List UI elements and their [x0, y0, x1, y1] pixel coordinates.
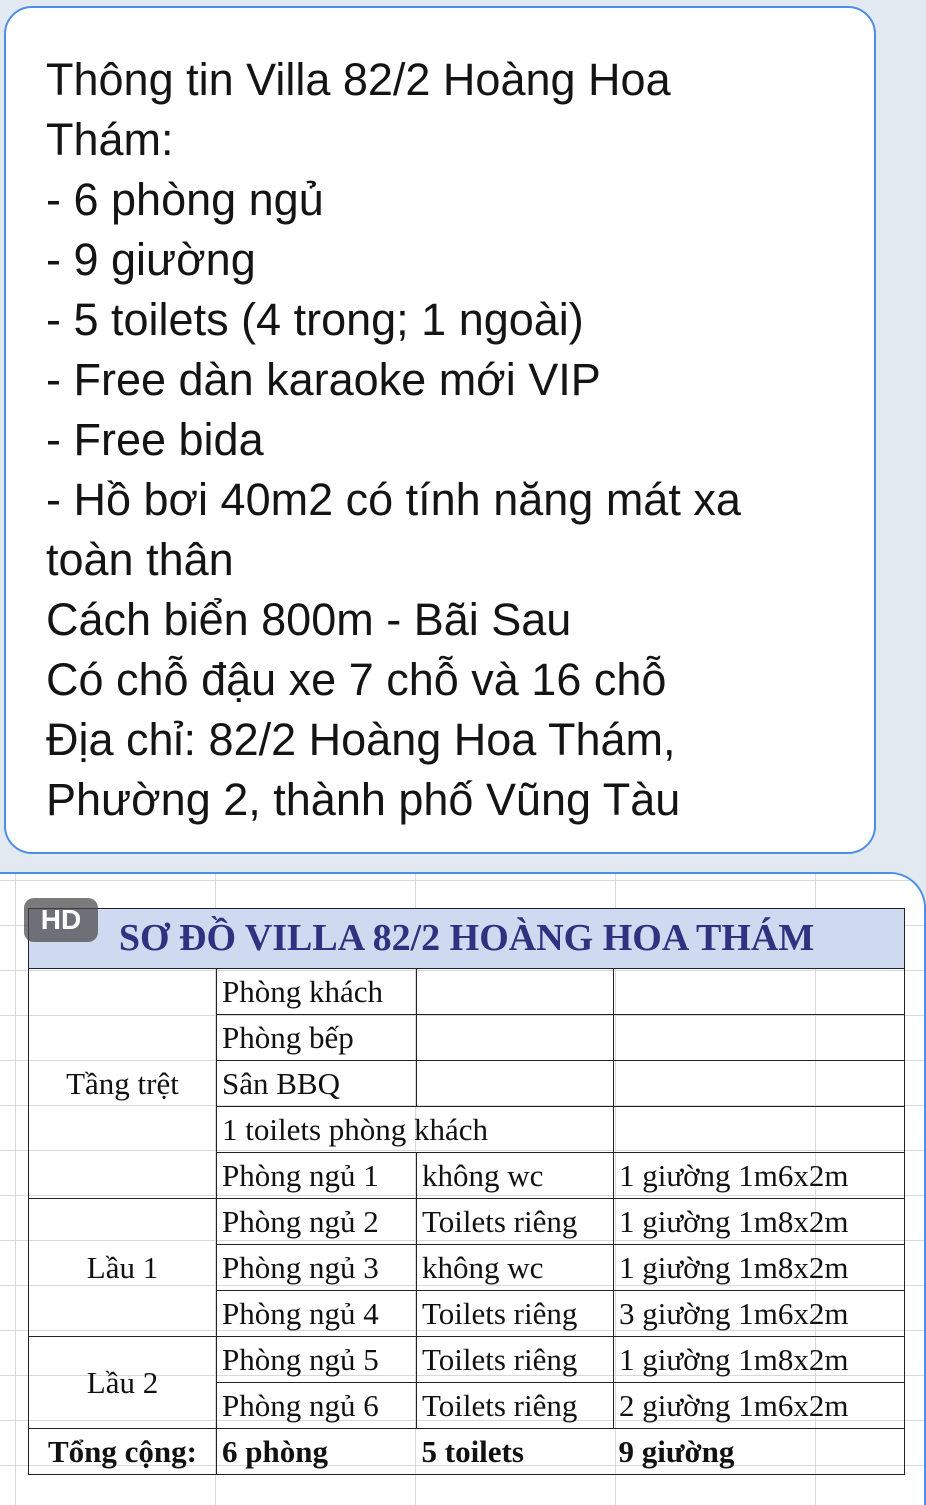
message-line: Phường 2, thành phố Vũng Tàu	[46, 774, 681, 825]
total-toilets: 5 toilets	[417, 1429, 614, 1475]
floor-label: Lầu 2	[29, 1337, 217, 1429]
floor-label: Lầu 1	[29, 1199, 217, 1337]
table-cell: Phòng ngủ 1	[217, 1153, 417, 1199]
table-cell	[614, 1061, 905, 1107]
table-row	[29, 969, 905, 1015]
table-cell	[417, 1061, 614, 1107]
message-line: toàn thân	[46, 534, 234, 585]
table-cell: 1 giường 1m8x2m	[614, 1337, 905, 1383]
message-line: Thám:	[46, 114, 174, 165]
total-row	[29, 1429, 905, 1475]
table-cell: 2 giường 1m6x2m	[614, 1383, 905, 1429]
table-cell: Toilets riêng	[417, 1199, 614, 1245]
table-cell: không wc	[417, 1245, 614, 1291]
total-beds: 9 giường	[614, 1429, 905, 1475]
table-cell: Phòng khách	[217, 969, 417, 1015]
table-cell: Phòng ngủ 3	[217, 1245, 417, 1291]
table-cell	[614, 1107, 905, 1153]
table-cell: Toilets riêng	[417, 1383, 614, 1429]
table-cell: 1 giường 1m8x2m	[614, 1199, 905, 1245]
table-cell: Phòng bếp	[217, 1015, 417, 1061]
table-cell	[614, 1015, 905, 1061]
image-message[interactable]	[0, 872, 926, 1505]
message-line: - 5 toilets (4 trong; 1 ngoài)	[46, 294, 584, 345]
message-line: Có chỗ đậu xe 7 chỗ và 16 chỗ	[46, 654, 667, 705]
floor-label: Tầng trệt	[29, 969, 217, 1199]
table-row	[29, 1199, 905, 1245]
table-cell: 1 giường 1m6x2m	[614, 1153, 905, 1199]
table-cell: Toilets riêng	[417, 1337, 614, 1383]
message-line: Thông tin Villa 82/2 Hoàng Hoa	[46, 54, 671, 105]
table-cell: Phòng ngủ 5	[217, 1337, 417, 1383]
message-line: Địa chỉ: 82/2 Hoàng Hoa Thám,	[46, 714, 676, 765]
spreadsheet-image	[0, 874, 926, 1505]
message-line: - Free dàn karaoke mới VIP	[46, 354, 601, 405]
table-cell: Phòng ngủ 6	[217, 1383, 417, 1429]
table-cell: 1 toilets phòng khách	[217, 1107, 614, 1153]
message-line: Cách biển 800m - Bãi Sau	[46, 594, 572, 645]
table-cell: Phòng ngủ 4	[217, 1291, 417, 1337]
message-line: - Free bida	[46, 414, 264, 465]
table-cell: không wc	[417, 1153, 614, 1199]
table-cell: Phòng ngủ 2	[217, 1199, 417, 1245]
table-cell	[417, 969, 614, 1015]
table-row	[29, 1337, 905, 1383]
message-bubble[interactable]	[4, 6, 876, 854]
table-cell	[417, 1015, 614, 1061]
table-cell: 3 giường 1m6x2m	[614, 1291, 905, 1337]
message-text	[46, 50, 846, 830]
table-cell: 1 giường 1m8x2m	[614, 1245, 905, 1291]
table-cell: Sân BBQ	[217, 1061, 417, 1107]
table-cell	[614, 969, 905, 1015]
total-rooms: 6 phòng	[217, 1429, 417, 1475]
total-label: Tổng cộng:	[29, 1429, 217, 1475]
villa-floor-plan-table	[28, 908, 905, 1475]
table-title: SƠ ĐỒ VILLA 82/2 HOÀNG HOA THÁM	[29, 909, 905, 969]
message-line: - 6 phòng ngủ	[46, 174, 324, 225]
hd-badge: HD	[24, 898, 98, 942]
message-line: - Hồ bơi 40m2 có tính năng mát xa	[46, 474, 741, 525]
table-cell: Toilets riêng	[417, 1291, 614, 1337]
message-line: - 9 giường	[46, 234, 256, 285]
